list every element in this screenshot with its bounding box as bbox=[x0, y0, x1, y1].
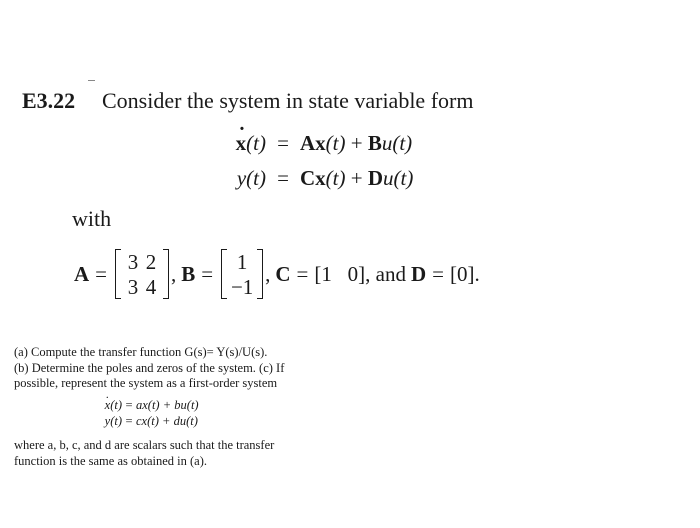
and-text: , and bbox=[365, 261, 406, 286]
seq2-rhs: cx(t) + du(t) bbox=[136, 414, 198, 428]
matrix-b-eq: = bbox=[201, 261, 214, 286]
eq2-lhs-arg: (t) bbox=[246, 166, 266, 190]
problem-intro: Consider the system in state variable form bbox=[102, 88, 474, 113]
matrix-b bbox=[221, 249, 263, 299]
eq2-t1: C bbox=[300, 166, 316, 190]
matrix-b-label: B bbox=[181, 261, 196, 286]
matrix-d-eq: = bbox=[432, 261, 444, 286]
seq2-lhs-var: y bbox=[104, 414, 111, 428]
part-c-text: possible, represent the system as a first-order system bbox=[14, 376, 278, 390]
seq1-lhs-var: · x bbox=[105, 398, 111, 413]
seq2-lhs-arg: (t) bbox=[110, 414, 122, 428]
bracket-right bbox=[163, 249, 169, 299]
eq1-t2: B bbox=[367, 131, 382, 155]
state-equation-1 bbox=[200, 131, 412, 156]
bracket-right bbox=[257, 249, 263, 299]
seq1-rel: = bbox=[125, 398, 133, 412]
eq2-t2a: (t) bbox=[393, 166, 414, 190]
part-d-text: where a, b, c, and d are scalars such that the transfer bbox=[14, 438, 275, 452]
eq1-rel: = bbox=[277, 131, 289, 155]
matrix-a-cells bbox=[121, 250, 163, 299]
eq2-t1v: x bbox=[315, 166, 326, 190]
eq1-op: + bbox=[350, 131, 363, 155]
eq2-t2v: u bbox=[383, 166, 394, 190]
matrix-c-label: C bbox=[275, 261, 291, 286]
with-label: with bbox=[72, 206, 112, 231]
comma: , bbox=[171, 261, 177, 286]
matrix-a-eq: = bbox=[95, 261, 108, 286]
seq2-rel: = bbox=[125, 414, 133, 428]
eq2-lhs-var: y bbox=[236, 166, 247, 190]
seq1-rhs: ax(t) + bu(t) bbox=[136, 398, 199, 412]
eq1-t1: A bbox=[300, 131, 316, 155]
matrix-a-cell: 4 bbox=[145, 274, 157, 299]
matrix-a-cell: 3 bbox=[127, 249, 139, 274]
part-e-text: function is the same as obtained in (a). bbox=[14, 454, 207, 468]
matrix-b-cell: −1 bbox=[230, 274, 254, 299]
matrix-b-cells bbox=[227, 250, 257, 299]
eq1-t2a: (t) bbox=[392, 131, 413, 155]
eq1-lhs bbox=[200, 131, 266, 156]
eq1-lhs-arg: (t) bbox=[246, 131, 266, 155]
matrix-a bbox=[115, 249, 169, 299]
decorative-dash bbox=[88, 80, 95, 81]
matrix-d-label: D bbox=[410, 261, 427, 286]
seq1-lhs bbox=[92, 398, 122, 413]
eq2-rhs bbox=[300, 166, 413, 191]
part-a-text: (a) Compute the transfer function G(s)= Y(s)/U(s). bbox=[14, 345, 268, 359]
eq2-op: + bbox=[350, 166, 363, 190]
matrix-d-value: [0]. bbox=[449, 261, 480, 286]
part-b-text: (b) Determine the poles and zeros of the system. (c) If bbox=[14, 361, 285, 375]
matrix-b-cell: 1 bbox=[236, 249, 248, 274]
eq1-t1v: x bbox=[315, 131, 326, 155]
first-order-equation-1 bbox=[92, 398, 199, 413]
eq1-lhs-var: · x bbox=[236, 131, 247, 156]
eq2-t1a: (t) bbox=[325, 166, 346, 190]
eq2-rel: = bbox=[277, 166, 289, 190]
eq1-t1a: (t) bbox=[325, 131, 346, 155]
first-order-equation-2 bbox=[92, 414, 198, 429]
eq1-rhs bbox=[300, 131, 412, 156]
matrix-c-eq: = bbox=[296, 261, 309, 286]
eq1-t2v: u bbox=[381, 131, 393, 155]
state-equation-2 bbox=[200, 166, 413, 191]
eq2-t2: D bbox=[367, 166, 384, 190]
comma: , bbox=[265, 261, 271, 286]
matrix-a-label: A bbox=[74, 261, 90, 286]
matrix-a-cell: 3 bbox=[127, 274, 139, 299]
matrix-definitions bbox=[74, 242, 480, 306]
matrix-a-cell: 2 bbox=[145, 249, 157, 274]
seq1-lhs-arg: (t) bbox=[110, 398, 122, 412]
matrix-c-value: [1 0] bbox=[314, 261, 366, 286]
eq2-lhs bbox=[200, 166, 266, 191]
problem-number: E3.22 bbox=[22, 88, 76, 113]
seq2-lhs bbox=[92, 414, 122, 429]
